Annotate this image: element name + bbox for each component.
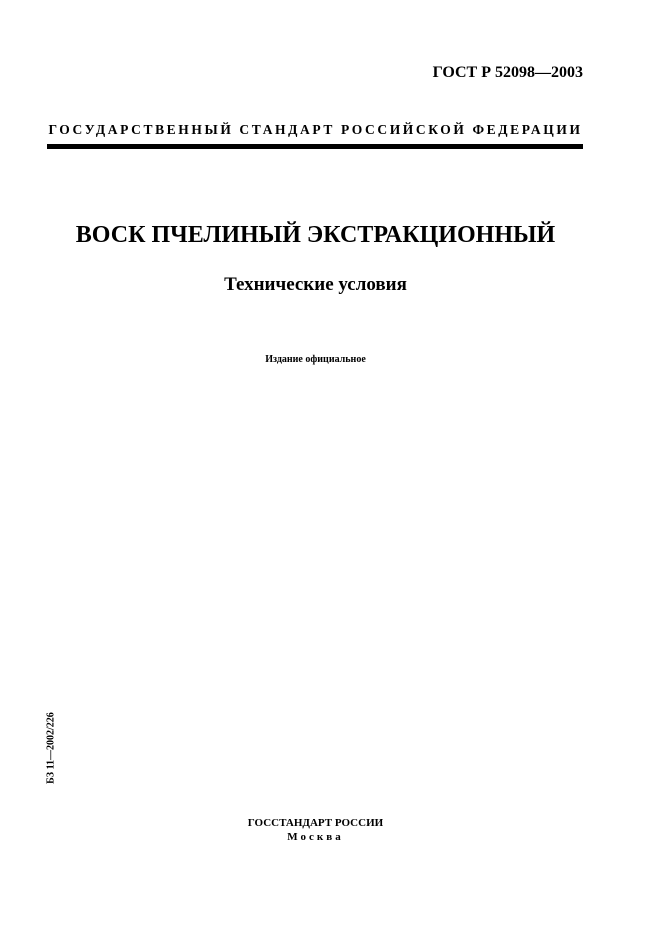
side-catalog-code bbox=[44, 706, 58, 790]
header-divider bbox=[47, 144, 583, 149]
publisher-city: Москва bbox=[287, 831, 344, 843]
document-code: ГОСТ Р 52098—2003 bbox=[432, 64, 583, 81]
document-title: ВОСК ПЧЕЛИНЫЙ ЭКСТРАКЦИОННЫЙ bbox=[75, 222, 556, 248]
standard-type-heading: ГОСУДАРСТВЕННЫЙ СТАНДАРТ РОССИЙСКОЙ ФЕДЕРАЦИИ bbox=[48, 122, 583, 137]
side-catalog-code-text: БЗ 11—2002/226 bbox=[45, 712, 57, 784]
edition-note: Издание официальное bbox=[265, 354, 366, 365]
publisher-name: ГОССТАНДАРТ РОССИИ bbox=[247, 817, 384, 829]
document-subtitle: Технические условия bbox=[224, 274, 407, 295]
